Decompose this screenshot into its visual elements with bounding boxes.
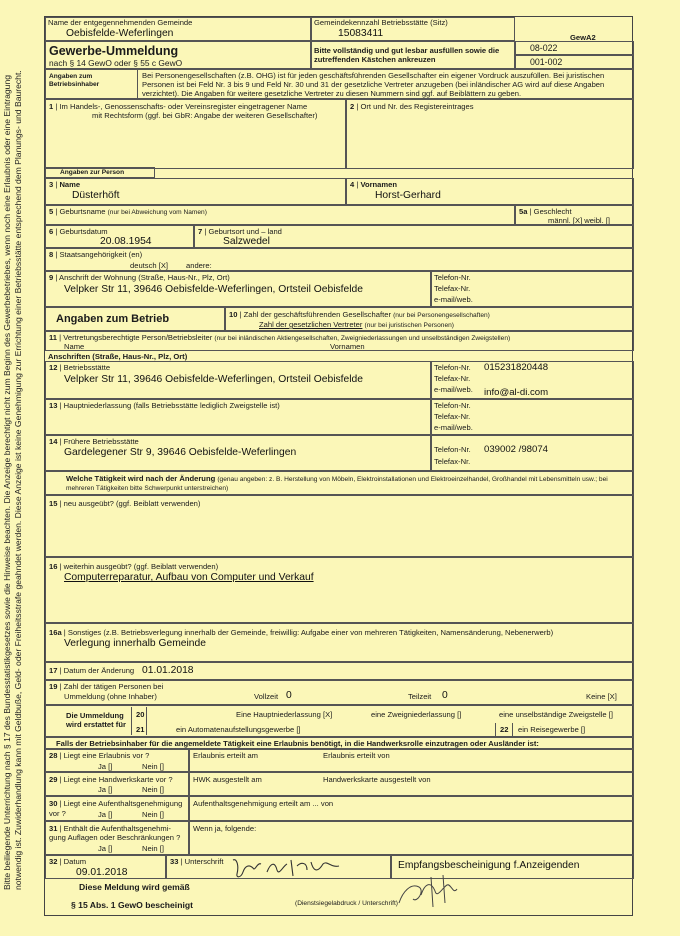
tel-label: Telefon-Nr. <box>434 363 471 372</box>
footer-line-2: § 15 Abs. 1 GewO bescheinigt <box>71 900 193 910</box>
field-8: 8 | Staatsangehörigkeit (en) deutsch [X] andere: <box>45 248 634 271</box>
kennzahl-box <box>311 17 515 41</box>
tel-label: Telefon-Nr. <box>434 401 471 410</box>
mail-label: e-mail/web. <box>434 295 473 304</box>
field-30-right-1: Aufenthaltsgenehmigung erteilt am ... von <box>193 799 334 808</box>
field-30-ja: Ja [] <box>98 810 113 819</box>
anschriften-heading: Anschriften (Straße, Haus-Nr., Plz, Ort) <box>48 352 188 361</box>
title-box <box>45 41 311 69</box>
field-28-label: Liegt eine Erlaubnis vor ? <box>63 751 150 760</box>
field-29-right-1: HWK ausgestellt am <box>193 775 262 784</box>
field-30-number: 30 <box>49 799 58 808</box>
field-28-number: 28 <box>49 751 58 760</box>
mail-label: e-mail/web. <box>434 423 473 432</box>
field-9-value: Velpker Str 11, 39646 Oebisfelde-Weferlingen, Ortsteil Oebisfelde <box>64 284 363 295</box>
betriebsinhaber-text-2: Personen ist bei Feld Nr. 3 bis 9 und Feld Nr. 30 und 31 der gesetzliche Vertreter anzugeben (bei inländischer AG wird auf diese Angaben <box>142 80 605 89</box>
field-13: 13 | Hauptniederlassung (falls Betriebsstätte lediglich Zweigstelle ist) <box>45 399 431 435</box>
mail-label: e-mail/web. <box>434 385 473 394</box>
gemeinde-value: Oebisfelde-Weferlingen <box>66 28 174 39</box>
field-32: 32 | Datum 09.01.2018 <box>45 855 166 879</box>
betriebsinhaber-label: Angaben zum Betriebsinhaber <box>49 73 100 88</box>
hauptniederlassung-option: Eine Hauptniederlassung [X] <box>236 710 333 719</box>
field-32-label: Datum <box>63 857 87 866</box>
field-16-number: 16 <box>49 562 58 571</box>
field-1-label-2: mit Rechtsform (ggf. bei GbR: Angabe der weiteren Gesellschafter) <box>92 111 318 120</box>
gemeinde-box <box>45 17 311 41</box>
instruction-text: Bitte vollständig und gut lesbar ausfüllen sowie die zutreffenden Kästchen ankreuzen <box>314 46 500 64</box>
field-12: 12 | Betriebsstätte Velpker Str 11, 39646 Oebisfelde-Weferlingen, Ortsteil Oebisfelde <box>45 361 431 399</box>
field-29-nein: Nein [] <box>142 785 164 794</box>
tel-label: Telefon-Nr. <box>434 273 471 282</box>
field-11-number: 11 <box>49 333 58 342</box>
field-15-label: neu ausgeübt? (ggf. Beiblatt verwenden) <box>63 499 201 508</box>
ummeldung-label-2: wird erstattet für <box>66 720 126 729</box>
field-8-label: Staatsangehörigkeit (en) <box>59 250 143 259</box>
field-28-right-1: Erlaubnis erteilt am <box>193 751 258 760</box>
field-20-number: 20 <box>136 710 145 719</box>
field-14: 14 | Frühere Betriebsstätte Gardelegener Str 9, 39646 Oebisfelde-Weferlingen <box>45 435 431 471</box>
person-heading-box <box>45 167 155 178</box>
teilzeit-value: 0 <box>442 690 448 701</box>
field-16-label: weiterhin ausgeübt? (ggf. Beiblatt verwenden) <box>63 562 219 571</box>
field-29-right-2: Handwerkskarte ausgestellt von <box>323 775 431 784</box>
field-6-value: 20.08.1954 <box>100 236 152 247</box>
field-9-label: Anschrift der Wohnung (Straße, Haus-Nr., Plz, Ort) <box>59 273 230 282</box>
field-14-number: 14 <box>49 437 58 446</box>
code-box-2 <box>515 55 634 69</box>
field-16a-number: 16a <box>49 628 62 637</box>
field-30: 30 | Liegt eine Aufenthaltsgenehmigung vor ? Ja [] Nein [] <box>45 796 189 821</box>
empfang-text: Empfangsbescheinigung f.Anzeigenden <box>398 860 580 871</box>
aenderung-hint-1: (genau angeben: z. B. Herstellung von Möbeln, Elektroinstallationen und Elektroeinzelhandel, Großhandel mit Lebensmitteln usw.; bei <box>217 476 608 483</box>
gemeinde-label: Name der entgegennehmenden Gemeinde <box>48 18 193 27</box>
erlaubnis-heading-box <box>45 737 634 749</box>
field-30-label-1: Liegt eine Aufenthaltsgenehmigung <box>63 799 183 808</box>
field-8-number: 8 <box>49 250 54 259</box>
field-14-contact <box>431 435 634 471</box>
kennzahl-label: Gemeindekennzahl Betriebsstätte (Sitz) <box>314 18 448 27</box>
field-31-nein: Nein [] <box>142 844 164 853</box>
ummeldung-label-1: Die Ummeldung <box>66 711 124 720</box>
divider <box>495 723 496 737</box>
field-4-label: Vornamen <box>360 180 398 189</box>
field-19-label-2: Ummeldung (ohne Inhaber) <box>64 692 157 701</box>
field-2-label: Ort und Nr. des Registereintrages <box>360 102 474 111</box>
field-31-ja: Ja [] <box>98 844 113 853</box>
betriebsinhaber-box <box>45 69 634 99</box>
field-29: 29 | Liegt eine Handwerkskarte vor ? Ja [] Nein [] <box>45 772 189 796</box>
field-1-number: 1 <box>49 102 54 111</box>
siegel-label: (Dienstsiegelabdruck / Unterschrift) <box>295 900 398 907</box>
unselbstaendig-option: eine unselbständige Zweigstelle [] <box>499 710 613 719</box>
field-13-contact <box>431 399 634 435</box>
aenderung-title: Welche Tätigkeit wird nach der Änderung <box>66 474 216 483</box>
field-31-right <box>189 821 634 855</box>
fax-label: Telefax-Nr. <box>434 412 471 421</box>
betriebsinhaber-text-3: verzichtet). Die Angaben für weitere gesetzliche Vertreter zu diesen Nummern sind ggf. auf Beiblättern zu geben. <box>142 89 522 98</box>
field-16: 16 | weiterhin ausgeübt? (ggf. Beiblatt verwenden) Computerreparatur, Aufbau von Computer und Verkauf <box>45 557 634 623</box>
field-17-number: 17 <box>49 666 58 675</box>
field-3: 3 | Name Düsterhöft <box>45 178 346 205</box>
field-28-nein: Nein [] <box>142 762 164 771</box>
field-11-name: Name <box>64 342 85 351</box>
code-box-1 <box>515 41 634 55</box>
divider <box>131 707 132 735</box>
code-2: 001-002 <box>530 57 563 67</box>
field-31-right-1: Wenn ja, folgende: <box>193 824 257 833</box>
field-3-number: 3 <box>49 180 54 189</box>
field-10-label-2: Zahl der gesetzlichen Vertreter <box>259 320 363 329</box>
field-29-number: 29 <box>49 775 58 784</box>
field-14-value: Gardelegener Str 9, 39646 Oebisfelde-Weferlingen <box>64 447 297 458</box>
field-7-number: 7 <box>198 227 203 236</box>
field-22-number: 22 <box>500 725 509 734</box>
field-5a: 5a | Geschlecht männl. [X] weibl. [] <box>515 205 634 225</box>
divider <box>137 69 138 99</box>
betrieb-heading-box <box>45 307 225 331</box>
field-4-number: 4 <box>350 180 355 189</box>
field-5a-options: männl. [X] weibl. [] <box>548 216 611 225</box>
field-14-label: Frühere Betriebsstätte <box>63 437 139 446</box>
field-29-right <box>189 772 634 796</box>
field-4: 4 | Vornamen Horst-Gerhard <box>346 178 634 205</box>
field-30-nein: Nein [] <box>142 810 164 819</box>
field-5-hint: (nur bei Abweichung vom Namen) <box>107 209 207 216</box>
erlaubnis-heading: Falls der Betriebsinhaber für die angemeldete Tätigkeit eine Erlaubnis benötigt, in die Handwerksrolle einzutragen oder Ausländer ist: <box>56 739 539 748</box>
field-16a-label: Sonstiges (z.B. Betriebsverlegung innerhalb der Gemeinde, freiwillig: Aufgabe einer von mehreren Tätigkeiten, Namensänderung, Nebenerwerb) <box>67 628 554 637</box>
kennzahl-value: 15083411 <box>338 28 384 39</box>
field-14-tel: 039002 /98074 <box>484 444 549 455</box>
field-7-label: Geburtsort und – land <box>208 227 282 236</box>
field-12-value: Velpker Str 11, 39646 Oebisfelde-Weferlingen, Ortsteil Oebisfelde <box>64 374 363 385</box>
field-31-label-1: Enthält die Aufenthaltsgenehmi- <box>63 824 171 833</box>
fax-label: Telefax-Nr. <box>434 457 471 466</box>
field-28: 28 | Liegt eine Erlaubnis vor ? Ja [] Nein [] <box>45 749 189 772</box>
form-title: Gewerbe-Ummeldung <box>49 44 179 58</box>
field-11: 11 | Vertretungsberechtigte Person/Betriebsleiter (nur bei inländischen Aktiengesellschaften, Zweigniederlassungen und unselbständigen Zweigstellen) Name Vornamen <box>45 331 634 351</box>
field-29-ja: Ja [] <box>98 785 113 794</box>
zweigniederlassung-option: eine Zweigniederlassung [] <box>371 710 462 719</box>
field-33: 33 | Unterschrift <box>166 855 391 879</box>
field-12-label: Betriebsstätte <box>63 363 111 372</box>
form-code: GewA2 <box>570 33 596 42</box>
field-2-number: 2 <box>350 102 355 111</box>
field-13-label: Hauptniederlassung (falls Betriebsstätte lediglich Zweigstelle ist) <box>63 401 280 410</box>
field-32-number: 32 <box>49 857 58 866</box>
field-11-hint: (nur bei inländischen Aktiengesellschaften, Zweigniederlassungen und unselbständigen Zweigstellen) <box>214 335 511 342</box>
field-29-label: Liegt eine Handwerkskarte vor ? <box>63 775 173 784</box>
field-31-number: 31 <box>49 824 58 833</box>
footer-line-1: Diese Meldung wird gemäß <box>79 882 190 892</box>
field-15: 15 | neu ausgeübt? (ggf. Beiblatt verwenden) <box>45 495 634 557</box>
side-note <box>2 20 36 890</box>
field-6: 6 | Geburtsdatum 20.08.1954 <box>45 225 194 248</box>
field-12-contact <box>431 361 634 399</box>
betriebsinhaber-text-1: Bei Personengesellschaften (z.B. OHG) ist für jeden geschäftsführenden Gesellschafter ein eigener Vordruck auszufüllen. Bei juristischen <box>142 71 605 80</box>
field-10-hint-1: (nur bei Personengesellschaften) <box>393 312 490 319</box>
field-5a-number: 5a <box>519 207 528 216</box>
field-17-value: 01.01.2018 <box>142 665 194 676</box>
field-10: 10 | Zahl der geschäftsführenden Gesellschafter (nur bei Personengesellschaften) Zahl der gesetzlichen Vertreter (nur bei juristischen Personen) <box>225 307 634 331</box>
field-33-label: Unterschrift <box>184 857 224 866</box>
field-10-label-1: Zahl der geschäftsführenden Gesellschafter <box>243 310 391 319</box>
field-4-value: Horst-Gerhard <box>375 190 441 201</box>
form-subtitle: nach § 14 GewO oder § 55 c GewO <box>49 58 183 68</box>
field-6-label: Geburtsdatum <box>59 227 108 236</box>
field-19: 19 | Zahl der tätigen Personen bei Ummeldung (ohne Inhaber) Vollzeit 0 Teilzeit 0 Keine [X] <box>45 680 634 705</box>
field-12-mail: info@al-di.com <box>484 387 549 398</box>
side-note-line-1: Bitte beiliegende Unterrichtung nach § 17 des Bundesstatistikgesetzes sowie die Hinweise beachten. Die Anzeige berechtigt nicht zum Beginn des Gewerbebetriebes, wenn noch eine Erlaubnis oder eine Eintragung <box>2 74 12 890</box>
field-9-contact <box>431 271 634 307</box>
field-7-value: Salzwedel <box>223 236 270 247</box>
aenderung-box <box>45 471 634 495</box>
field-10-hint-2: (nur bei juristischen Personen) <box>364 322 454 329</box>
field-5-number: 5 <box>49 207 54 216</box>
field-11-vorname: Vornamen <box>330 342 365 351</box>
divider <box>512 723 513 737</box>
signature-image <box>227 856 347 879</box>
field-17-label: Datum der Änderung <box>63 666 135 675</box>
field-1: 1 | Im Handels-, Genossenschafts- oder Vereinsregister eingetragener Name mit Rechtsform (ggf. bei GbR: Angabe der weiteren Gesellschafter) <box>45 99 346 169</box>
field-9: 9 | Anschrift der Wohnung (Straße, Haus-Nr., Plz, Ort) Velpker Str 11, 39646 Oebisfelde-Weferlingen, Ortsteil Oebisfelde <box>45 271 431 307</box>
instruction-box <box>311 41 515 69</box>
field-32-value: 09.01.2018 <box>76 867 128 878</box>
field-33-number: 33 <box>170 857 179 866</box>
field-3-value: Düsterhöft <box>72 190 120 201</box>
tel-label: Telefon-Nr. <box>434 445 471 454</box>
reisegewerbe-option: ein Reisegewerbe [] <box>518 725 586 734</box>
field-16a-value: Verlegung innerhalb Gemeinde <box>64 638 206 649</box>
field-10-number: 10 <box>229 310 238 319</box>
field-2: 2 | Ort und Nr. des Registereintrages <box>346 99 634 169</box>
field-28-right <box>189 749 634 772</box>
field-28-right-2: Erlaubnis erteilt von <box>323 751 390 760</box>
field-8-value: deutsch [X] <box>130 261 168 270</box>
field-12-tel: 015231820448 <box>484 362 549 373</box>
field-1-label: Im Handels-, Genossenschafts- oder Vereinsregister eingetragener Name <box>59 102 308 111</box>
field-5-label: Geburtsname <box>59 207 106 216</box>
code-1: 08-022 <box>530 43 558 53</box>
fax-label: Telefax-Nr. <box>434 374 471 383</box>
field-5a-label: Geschlecht <box>533 207 572 216</box>
ummeldung-box <box>45 705 634 737</box>
fax-label: Telefax-Nr. <box>434 284 471 293</box>
field-21-number: 21 <box>136 725 145 734</box>
field-11-label: Vertretungsberechtigte Person/Betriebsleiter <box>63 333 213 342</box>
field-31: 31 | Enthält die Aufenthaltsgenehmi- gung Auflagen oder Beschränkungen ? Ja [] Nein [] <box>45 821 189 855</box>
field-28-ja: Ja [] <box>98 762 113 771</box>
field-5: 5 | Geburtsname (nur bei Abweichung vom Namen) <box>45 205 515 225</box>
aenderung-hint-2: mehreren Tätigkeiten bitte Schwerpunkt unterstreichen) <box>66 485 229 492</box>
gewerbe-form <box>44 16 633 916</box>
field-31-label-2: gung Auflagen oder Beschränkungen ? <box>49 833 181 842</box>
person-heading: Angaben zur Person <box>60 169 125 176</box>
betrieb-heading: Angaben zum Betrieb <box>56 313 170 325</box>
automaten-option: ein Automatenaufstellungsgewerbe [] <box>176 725 301 734</box>
field-12-number: 12 <box>49 363 58 372</box>
divider <box>146 707 147 735</box>
field-7: 7 | Geburtsort und – land Salzwedel <box>194 225 634 248</box>
field-13-number: 13 <box>49 401 58 410</box>
vollzeit-label: Vollzeit <box>254 692 279 701</box>
teilzeit-label: Teilzeit <box>408 692 432 701</box>
field-3-label: Name <box>59 180 81 189</box>
field-6-number: 6 <box>49 227 54 236</box>
field-30-right <box>189 796 634 821</box>
side-note-line-2: notwendig ist. Zuwiderhandlung kann mit Geldbuße, Geld- oder Freiheitsstrafe geahndet werden. Diese Anzeige ist keine Genehmigung zur Errichtung einer Betriebsstätte entsprechend dem Planungs- und Baurecht. <box>13 70 23 890</box>
field-17: 17 | Datum der Änderung 01.01.2018 <box>45 662 634 680</box>
official-signature-image <box>391 873 471 913</box>
field-19-number: 19 <box>49 682 58 691</box>
field-16a: 16a | Sonstiges (z.B. Betriebsverlegung innerhalb der Gemeinde, freiwillig: Aufgabe einer von mehreren Tätigkeiten, Namensänderung, Nebenerwerb) Verlegung innerhalb Gemeinde <box>45 623 634 662</box>
vollzeit-value: 0 <box>286 690 292 701</box>
field-8-andere: andere: <box>186 261 212 270</box>
field-30-label-2: vor ? <box>49 809 66 818</box>
field-9-number: 9 <box>49 273 54 282</box>
field-19-label-1: Zahl der tätigen Personen bei <box>63 682 164 691</box>
field-16-value: Computerreparatur, Aufbau von Computer und Verkauf <box>64 572 314 583</box>
keine-option: Keine [X] <box>586 692 617 701</box>
field-15-number: 15 <box>49 499 58 508</box>
